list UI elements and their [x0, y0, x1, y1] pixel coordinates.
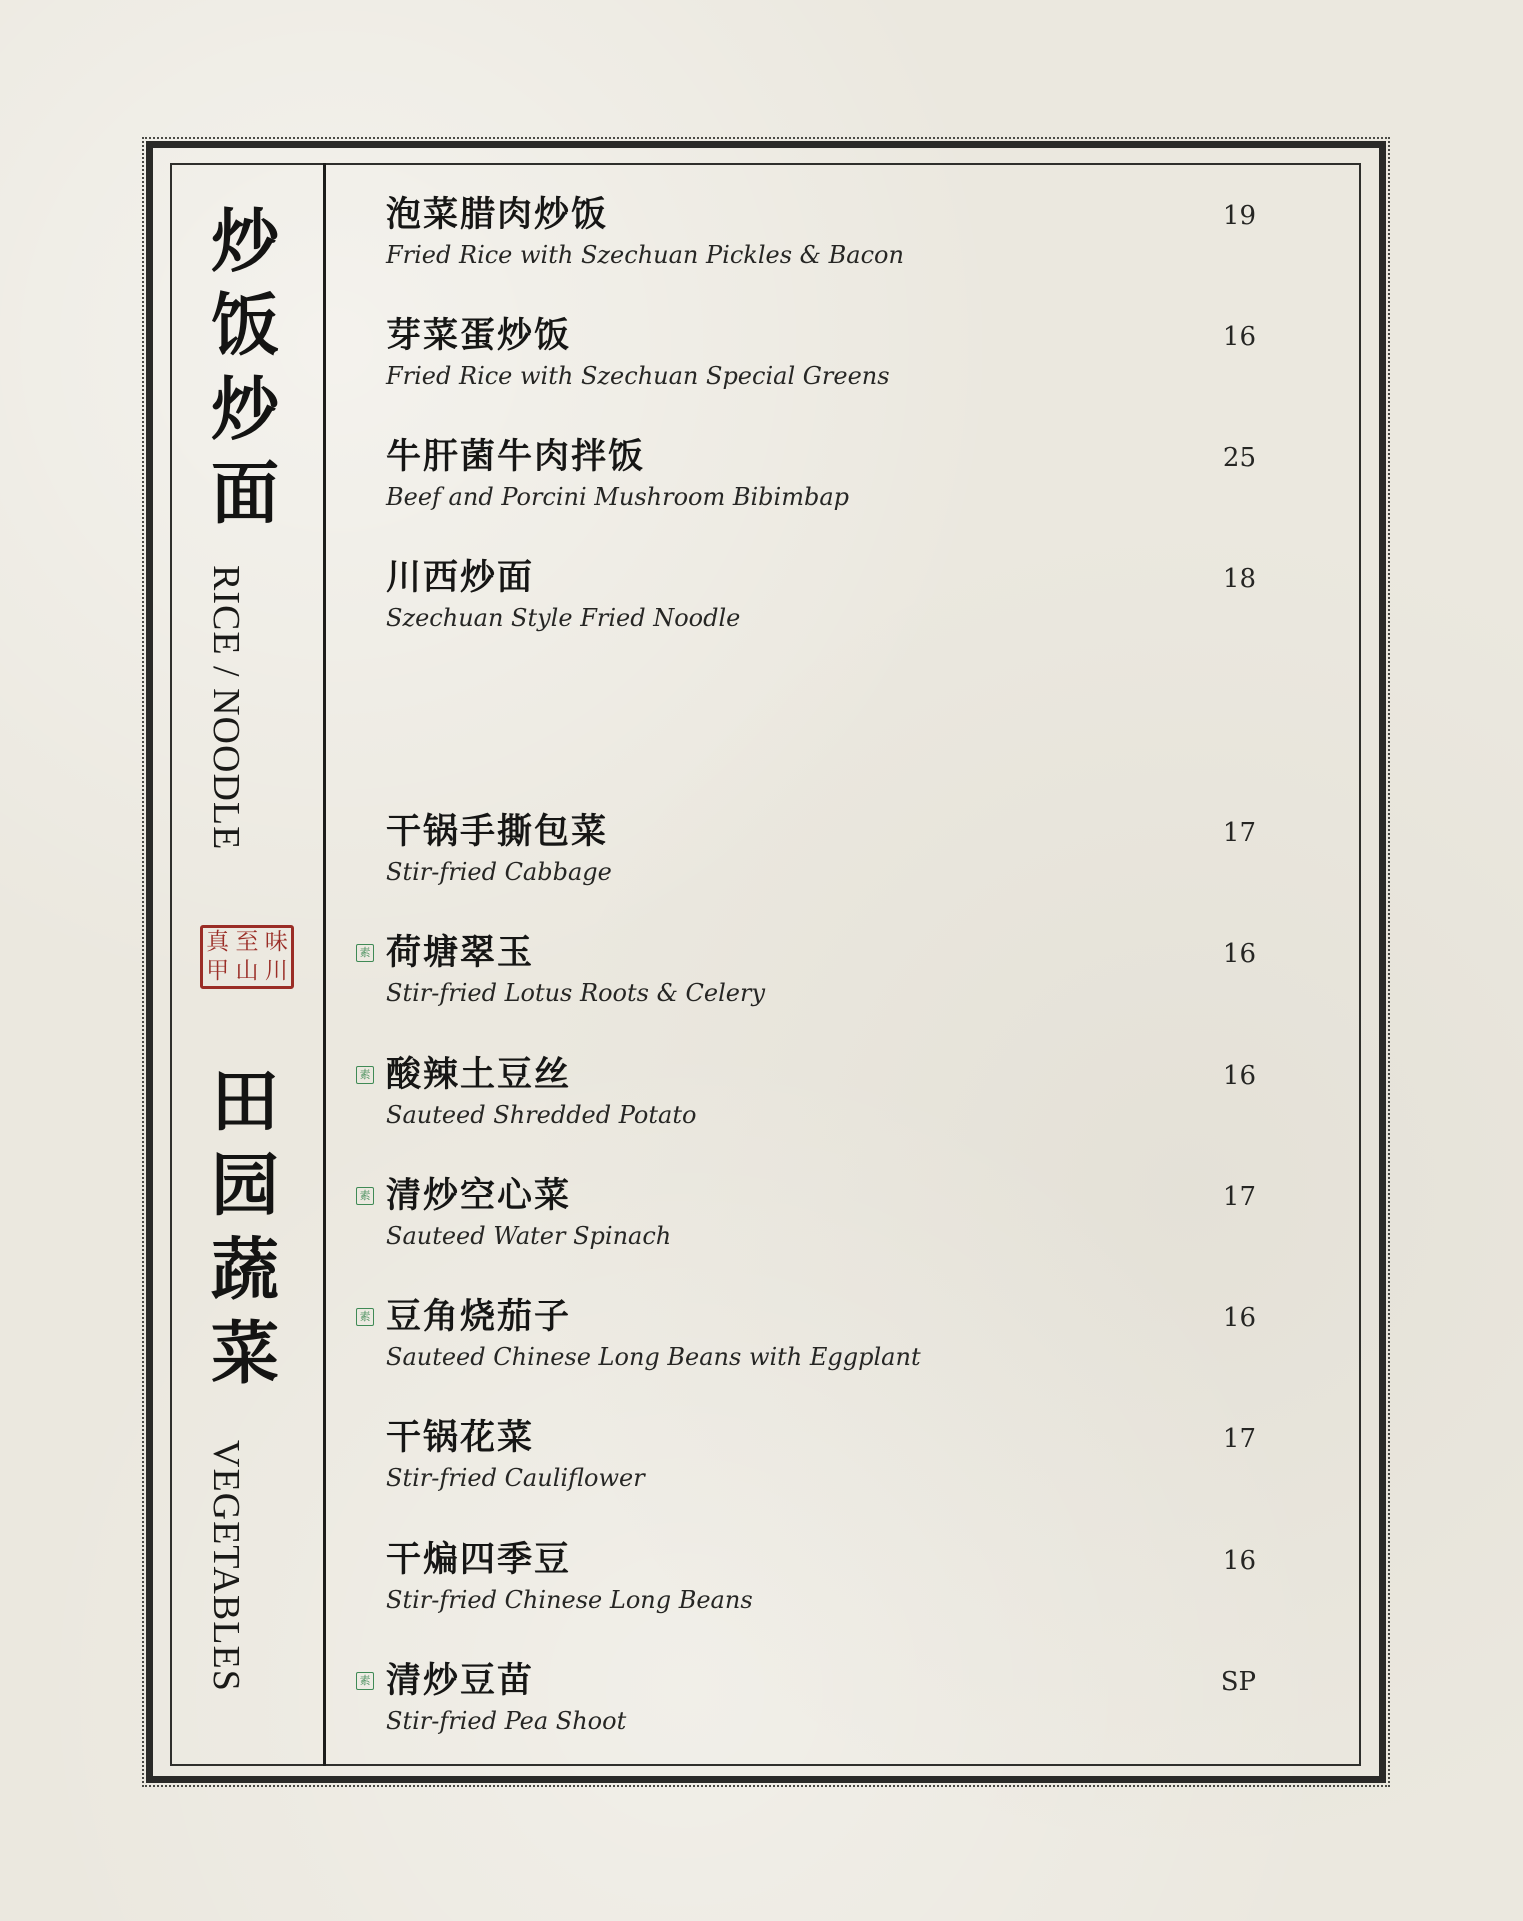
menu-item	[386, 812, 1256, 892]
menu-item	[386, 558, 1256, 638]
category-char: 田	[210, 1062, 279, 1142]
menu-item	[359, 1660, 1256, 1741]
item-name-zh: 牛肝菌牛肉拌饭	[386, 436, 646, 477]
menu-item	[359, 932, 1256, 1013]
vegetarian-icon: 素	[356, 944, 374, 962]
item-name-en: Fried Rice with Szechuan Special Greens	[386, 362, 890, 390]
seal-char: 甲	[206, 958, 230, 984]
seal-char: 山	[235, 958, 259, 984]
category-char: 炒	[210, 370, 279, 450]
item-name-zh: 川西炒面	[386, 557, 535, 598]
item-price: SP	[1220, 1667, 1256, 1697]
category-char: 蔬	[210, 1230, 279, 1310]
column-divider	[323, 163, 326, 1766]
item-name-en: Sauteed Chinese Long Beans with Eggplant	[386, 1343, 921, 1371]
item-price: 16	[1222, 1303, 1256, 1333]
category-vegetables-en: VEGETABLES	[205, 1440, 247, 1692]
item-price: 16	[1222, 939, 1256, 969]
item-name-en: Szechuan Style Fried Noodle	[386, 604, 741, 632]
item-name-zh: 干煸四季豆	[386, 1539, 572, 1580]
menu-item	[359, 1175, 1256, 1256]
category-char: 面	[210, 454, 279, 534]
seal-stamp	[200, 925, 294, 989]
item-name-en: Stir-fried Lotus Roots & Celery	[386, 979, 766, 1007]
category-char: 园	[210, 1146, 279, 1226]
item-price: 18	[1222, 564, 1256, 594]
vegetarian-icon: 素	[356, 1066, 374, 1084]
vegetarian-icon: 素	[356, 1672, 374, 1690]
menu-item	[386, 1418, 1256, 1498]
category-rice-noodle-en: RICE / NOODLE	[205, 565, 247, 851]
seal-char: 川	[264, 958, 288, 984]
item-name-zh: 干锅花菜	[386, 1417, 535, 1458]
item-name-en: Beef and Porcini Mushroom Bibimbap	[386, 483, 849, 511]
item-name-en: Sauteed Water Spinach	[386, 1222, 672, 1250]
item-name-en: Stir-fried Pea Shoot	[386, 1707, 627, 1735]
item-name-zh: 清炒豆苗	[386, 1660, 535, 1701]
item-name-zh: 荷塘翠玉	[386, 932, 535, 973]
item-price: 17	[1222, 818, 1256, 848]
item-price: 16	[1222, 1546, 1256, 1576]
item-name-zh: 豆角烧茄子	[386, 1296, 572, 1337]
item-price: 25	[1222, 443, 1256, 473]
item-price: 16	[1222, 322, 1256, 352]
category-rice-noodle-zh	[190, 200, 300, 536]
menu-item	[386, 437, 1256, 517]
category-char: 炒	[210, 202, 279, 282]
item-price: 17	[1222, 1424, 1256, 1454]
item-name-en: Sauteed Shredded Potato	[386, 1101, 697, 1129]
vegetarian-icon: 素	[356, 1187, 374, 1205]
seal-char: 至	[235, 929, 259, 955]
item-name-zh: 泡菜腊肉炒饭	[386, 194, 609, 235]
item-name-en: Stir-fried Chinese Long Beans	[386, 1586, 753, 1614]
item-price: 16	[1222, 1061, 1256, 1091]
category-char: 饭	[210, 286, 279, 366]
category-vegetables-zh	[190, 1060, 300, 1396]
vegetarian-icon: 素	[356, 1308, 374, 1326]
menu-item	[386, 1540, 1256, 1620]
item-name-en: Fried Rice with Szechuan Pickles & Bacon	[386, 241, 904, 269]
item-name-en: Stir-fried Cauliflower	[386, 1464, 645, 1492]
item-price: 19	[1222, 201, 1256, 231]
item-name-zh: 酸辣土豆丝	[386, 1054, 572, 1095]
seal-char: 味	[264, 929, 288, 955]
seal-char: 真	[206, 929, 230, 955]
item-price: 17	[1222, 1182, 1256, 1212]
item-name-zh: 芽菜蛋炒饭	[386, 315, 572, 356]
menu-item	[386, 195, 1256, 275]
menu-item	[386, 316, 1256, 396]
menu-item	[359, 1054, 1256, 1135]
item-name-en: Stir-fried Cabbage	[386, 858, 612, 886]
item-name-zh: 清炒空心菜	[386, 1175, 572, 1216]
item-name-zh: 干锅手撕包菜	[386, 811, 609, 852]
menu-item	[359, 1296, 1256, 1377]
category-char: 菜	[210, 1314, 279, 1394]
